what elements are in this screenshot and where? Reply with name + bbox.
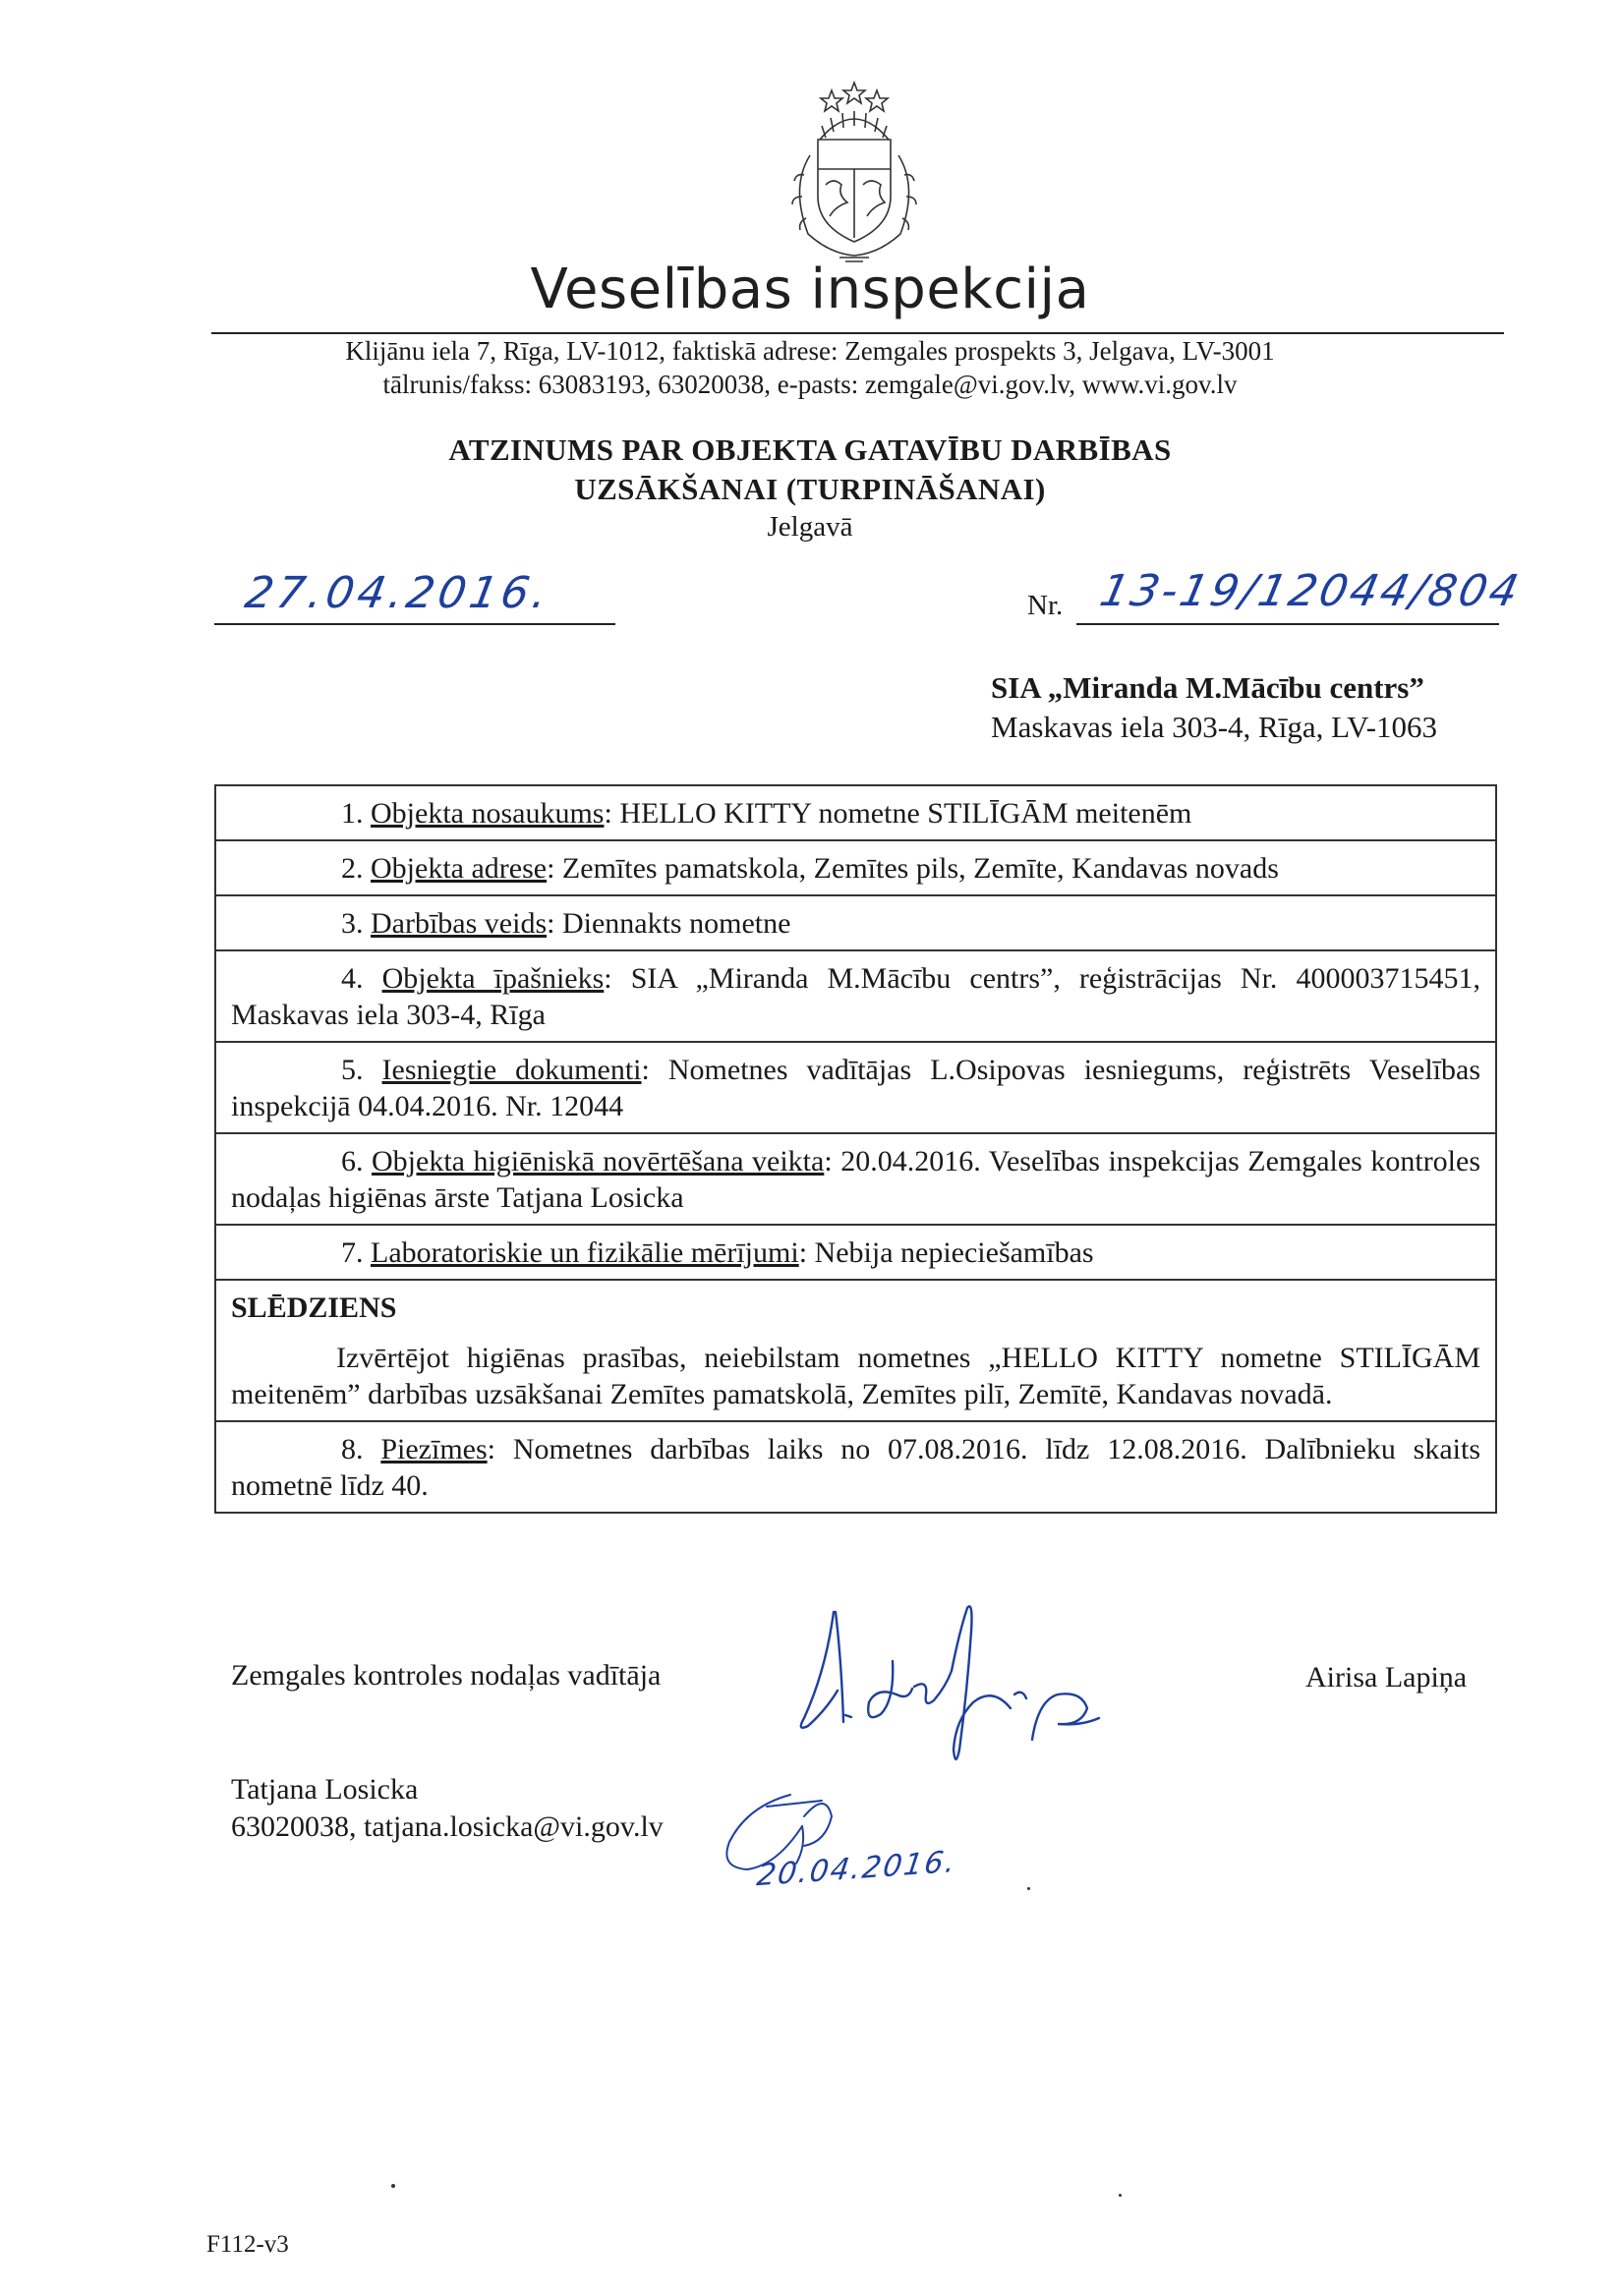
item-number: 6. bbox=[341, 1145, 364, 1177]
table-row: 8. Piezīmes: Nometnes darbības laiks no 07.08.2016. līdz 12.08.2016. Dalībnieku skaits nometnē līdz 40. bbox=[231, 1433, 1480, 1502]
preparer-block bbox=[231, 1771, 664, 1846]
item-label: Objekta adrese bbox=[371, 852, 548, 885]
date-underline bbox=[214, 623, 615, 625]
table-row: 5. Iesniegtie dokumenti: Nometnes vadītājas L.Osipovas iesniegums, reģistrēts Veselības inspekcijā 04.04.2016. Nr. 12044 bbox=[216, 1043, 1495, 1134]
item-label: Objekta higiēniskā novērtēšana veikta bbox=[372, 1145, 825, 1177]
number-underline bbox=[1076, 623, 1499, 625]
item-value: Zemītes pamatskola, Zemītes pils, Zemīte, Kandavas novads bbox=[561, 852, 1279, 885]
addressee-block bbox=[991, 668, 1482, 747]
form-code: F112-v3 bbox=[206, 2231, 289, 2258]
addressee-name: SIA „Miranda M.Mācību centrs” bbox=[991, 670, 1424, 705]
preparer-name: Tatjana Losicka bbox=[231, 1773, 419, 1806]
handwritten-initials-date: 20.04.2016. bbox=[754, 1844, 959, 1894]
item-label: Piezīmes bbox=[380, 1433, 488, 1465]
scan-speck bbox=[1027, 1887, 1030, 1890]
item-label: Darbības veids bbox=[371, 907, 548, 940]
table-row: 6. Objekta higiēniskā novērtēšana veikta: 20.04.2016. Veselības inspekcijas Zemgales kontroles nodaļas higiēnas ārste Tatjana Losicka bbox=[216, 1134, 1495, 1226]
item-value: HELLO KITTY nometne STILĪGĀM meitenēm bbox=[619, 797, 1192, 830]
item-number: 2. bbox=[341, 852, 364, 885]
signatory-name: Airisa Lapiņa bbox=[1305, 1661, 1468, 1693]
latvia-coat-of-arms-icon bbox=[761, 69, 948, 265]
item-label: Iesniegtie dokumenti bbox=[381, 1054, 642, 1086]
handwritten-date: 27.04.2016. bbox=[241, 568, 555, 618]
item-value: Nometnes vadītājas L.Osipovas iesniegums, reģistrēts Veselības inspekcijā 04.04.2016. Nr. 12044 bbox=[231, 1054, 1480, 1122]
scan-speck bbox=[1119, 2194, 1122, 2197]
item-value: Diennakts nometne bbox=[561, 907, 791, 940]
handwritten-document-number: 13-19/12044/804 bbox=[1095, 566, 1526, 616]
signatory-role: Zemgales kontroles nodaļas vadītāja bbox=[231, 1659, 662, 1692]
item-number: 4. bbox=[341, 962, 364, 995]
header-divider bbox=[211, 332, 1504, 334]
handwritten-signature-icon bbox=[786, 1592, 1150, 1769]
conclusion-text: Izvērtējot higiēnas prasības, neiebilstam nometnes „HELLO KITTY nometne STILĪGĀM meitenēm” darbības uzsākšanai Zemītes pamatskolā, Zemītes pilī, Zemītē, Kandavas novadā. bbox=[231, 1342, 1480, 1410]
item-value: Nebija nepieciešamības bbox=[814, 1236, 1094, 1269]
organization-address: Klijānu iela 7, Rīga, LV-1012, faktiskā adrese: Zemgales prospekts 3, Jelgava, LV-3001 bbox=[345, 336, 1275, 366]
document-title-line2: UZSĀKŠANAI (TURPINĀŠANAI) bbox=[574, 472, 1046, 506]
table-row: 4. Objekta īpašnieks: SIA „Miranda M.Mācību centrs”, reģistrācijas Nr. 400003715451, Maskavas iela 303-4, Rīga bbox=[216, 951, 1495, 1043]
item-number: 1. bbox=[341, 797, 364, 830]
organization-name: Veselības inspekcija bbox=[530, 258, 1090, 321]
item-number: 8. bbox=[341, 1433, 364, 1465]
preparer-contact: 63020038, tatjana.losicka@vi.gov.lv bbox=[231, 1810, 664, 1843]
table-row: 1. Objekta nosaukums: HELLO KITTY nometne STILĪGĀM meitenēm bbox=[216, 786, 1495, 841]
item-label: Objekta īpašnieks bbox=[381, 962, 605, 995]
item-label: Laboratoriskie un fizikālie mērījumi bbox=[371, 1236, 799, 1269]
table-row: 2. Objekta adrese: Zemītes pamatskola, Zemītes pils, Zemīte, Kandavas novads bbox=[216, 841, 1495, 896]
item-number: 5. bbox=[341, 1054, 364, 1086]
addressee-address: Maskavas iela 303-4, Rīga, LV-1063 bbox=[991, 710, 1438, 744]
item-label: Objekta nosaukums bbox=[371, 797, 605, 830]
item-value: 20.04.2016. Veselības inspekcijas Zemgales kontroles nodaļas higiēnas ārste Tatjana Losicka bbox=[231, 1145, 1481, 1214]
item-value: Nometnes darbības laiks no 07.08.2016. līdz 12.08.2016. Dalībnieku skaits nometnē līdz 40. bbox=[231, 1433, 1480, 1502]
item-value: SIA „Miranda M.Mācību centrs”, reģistrācijas Nr. 400003715451, Maskavas iela 303-4, Rīga bbox=[231, 962, 1480, 1031]
organization-contacts: tālrunis/fakss: 63083193, 63020038, e-pasts: zemgale@vi.gov.lv, www.vi.gov.lv bbox=[382, 370, 1238, 399]
item-number: 7. bbox=[341, 1236, 364, 1269]
item-number: 3. bbox=[341, 907, 364, 940]
table-row: 7. Laboratoriskie un fizikālie mērījumi: Nebija nepieciešamības bbox=[216, 1226, 1495, 1281]
document-title-line1: ATZINUMS PAR OBJEKTA GATAVĪBU DARBĪBAS bbox=[448, 432, 1172, 467]
table-row: 3. Darbības veids: Diennakts nometne bbox=[216, 896, 1495, 951]
assessment-table bbox=[214, 784, 1497, 1514]
issue-place: Jelgavā bbox=[767, 511, 853, 543]
conclusion-section bbox=[216, 1281, 1495, 1422]
conclusion-heading: SLĒDZIENS bbox=[231, 1292, 397, 1324]
scan-speck bbox=[391, 2184, 395, 2188]
number-label: Nr. bbox=[1027, 590, 1064, 621]
